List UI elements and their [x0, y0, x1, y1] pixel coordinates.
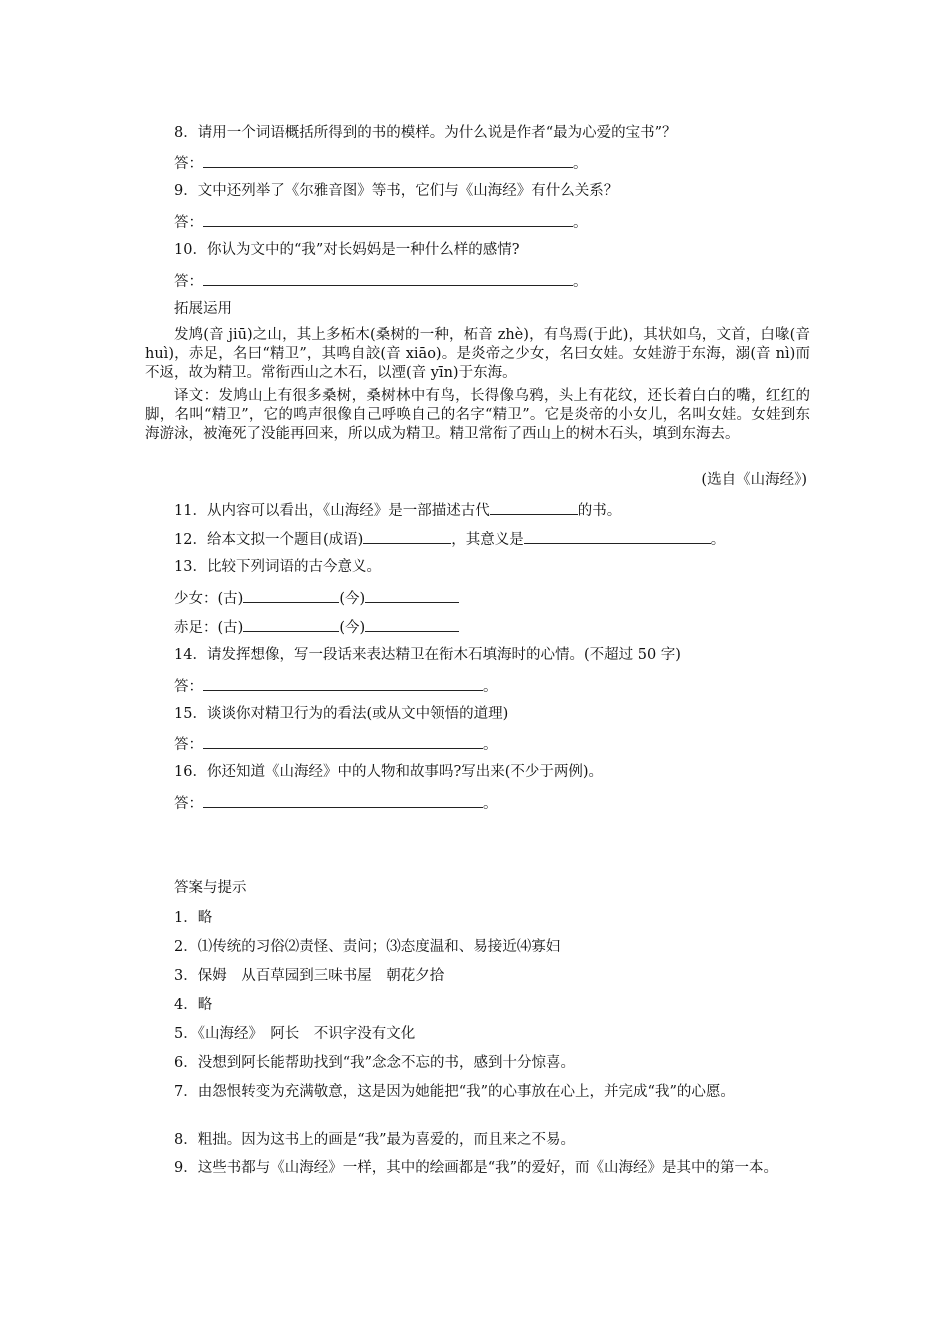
- answer-blank[interactable]: [203, 152, 573, 168]
- answer-prefix: 答：: [174, 215, 203, 231]
- answer-item-7: 7．由怨恨转变为充满敬意，这是因为她能把“我”的心事放在心上，并完成“我”的心愿。: [174, 1084, 735, 1100]
- answer-line-9: [174, 211, 588, 233]
- question-9: 9．文中还列举了《尔雅音图》等书，它们与《山海经》有什么关系？: [174, 183, 619, 199]
- answer-line-8: [174, 152, 588, 174]
- answer-item-8: 8．粗拙。因为这书上的画是“我”最为喜爱的，而且来之不易。: [174, 1132, 576, 1148]
- answer-blank[interactable]: [203, 733, 483, 749]
- answer-suffix: 。: [573, 274, 588, 290]
- q13-modern-label: (今): [339, 620, 366, 636]
- answer-line-14: [174, 675, 498, 697]
- answer-prefix: 答：: [174, 679, 203, 695]
- answer-suffix: 。: [573, 156, 588, 172]
- answer-blank[interactable]: [203, 792, 483, 808]
- question-8: 8．请用一个词语概括所得到的书的模样。为什么说是作者“最为心爱的宝书”？: [174, 125, 677, 141]
- q13-modern-blank[interactable]: [365, 616, 459, 632]
- question-16: 16．你还知道《山海经》中的人物和故事吗?写出来(不少于两例)。: [174, 764, 604, 780]
- answer-item-2: 2．⑴传统的习俗⑵责怪、责问；⑶态度温和、易接近⑷寡妇: [174, 939, 561, 955]
- answer-line-16: [174, 792, 498, 814]
- answer-item-5: 5．《山海经》 阿长 不识字没有文化: [174, 1026, 416, 1042]
- question-10: 10．你认为文中的“我”对长妈妈是一种什么样的感情?: [174, 242, 520, 258]
- q13-modern-label: (今): [339, 591, 366, 607]
- answer-blank[interactable]: [203, 211, 573, 227]
- q13-ancient-blank[interactable]: [243, 587, 339, 603]
- q11-blank[interactable]: [490, 499, 578, 515]
- q12-meaning-blank[interactable]: [524, 528, 711, 544]
- q11-text-before: 11．从内容可以看出，《山海经》是一部描述古代: [174, 503, 490, 519]
- answer-suffix: 。: [483, 796, 498, 812]
- q13-ancient-label: (古): [217, 591, 244, 607]
- q13-row-shaonv: [174, 587, 459, 609]
- q13-row-chizu: [174, 616, 459, 638]
- answer-prefix: 答：: [174, 737, 203, 753]
- q12-text-mid: ，其意义是: [451, 532, 524, 548]
- answer-line-10: [174, 270, 588, 292]
- section-heading-answers: 答案与提示: [174, 880, 247, 896]
- q13-word: 少女：: [174, 591, 218, 607]
- answer-item-4: 4．略: [174, 997, 213, 1013]
- q12-title-blank[interactable]: [363, 528, 451, 544]
- q13-ancient-label: (古): [217, 620, 244, 636]
- source-citation: (选自《山海经》): [701, 472, 807, 488]
- answer-line-15: [174, 733, 498, 755]
- answer-item-6: 6．没想到阿长能帮助找到“我”念念不忘的书，感到十分惊喜。: [174, 1055, 576, 1071]
- question-11: [174, 499, 621, 521]
- q12-text-before: 12．给本文拟一个题目(成语): [174, 532, 364, 548]
- question-13: 13．比较下列词语的古今意义。: [174, 559, 381, 575]
- question-15: 15．谈谈你对精卫行为的看法(或从文中领悟的道理): [174, 706, 509, 722]
- answer-item-3: 3．保姆 从百草园到三味书屋 朝花夕拾: [174, 968, 445, 984]
- q11-text-after: 的书。: [577, 503, 622, 519]
- answer-item-9: 9．这些书都与《山海经》一样，其中的绘画都是“我”的爱好，而《山海经》是其中的第一本。: [174, 1160, 779, 1176]
- q12-text-after: 。: [710, 532, 726, 548]
- answer-prefix: 答：: [174, 796, 203, 812]
- answer-item-1: 1．略: [174, 910, 213, 926]
- q13-ancient-blank[interactable]: [243, 616, 339, 632]
- q13-modern-blank[interactable]: [365, 587, 459, 603]
- question-14: 14．请发挥想像，写一段话来表达精卫在衔木石填海时的心情。(不超过 50 字): [174, 647, 681, 663]
- classical-text-paragraph: 发鸠(音 jiū)之山，其上多柘木(桑树的一种，柘音 zhè)，有鸟焉(于此)，其状如乌，文首，白喙(音 huì)，赤足，名曰“精卫”，其鸣自詨(音 xiāo)。是炎帝之少女，名曰女娃。女娃游于东海，溺(音 nì)而不返，故为精卫。常衔西山之木石，以湮(音 yīn)于东海。: [145, 327, 810, 381]
- answer-prefix: 答：: [174, 274, 203, 290]
- answer-blank[interactable]: [203, 675, 483, 691]
- answer-suffix: 。: [573, 215, 588, 231]
- answer-blank[interactable]: [203, 270, 573, 286]
- q13-word: 赤足：: [174, 620, 218, 636]
- answer-prefix: 答：: [174, 156, 203, 172]
- answer-suffix: 。: [483, 679, 498, 695]
- answer-suffix: 。: [483, 737, 498, 753]
- translation-paragraph: 译文：发鸠山上有很多桑树，桑树林中有鸟，长得像乌鸦，头上有花纹，还长着白白的嘴，红红的脚，名叫“精卫”，它的鸣声很像自己呼唤自己的名字“精卫”。它是炎帝的小女儿，名叫女娃。女娃到东海游泳，被淹死了没能再回来，所以成为精卫。精卫常衔了西山上的树木石头，填到东海去。: [145, 388, 810, 442]
- section-heading-extension: 拓展运用: [174, 301, 232, 317]
- question-12: [174, 528, 725, 550]
